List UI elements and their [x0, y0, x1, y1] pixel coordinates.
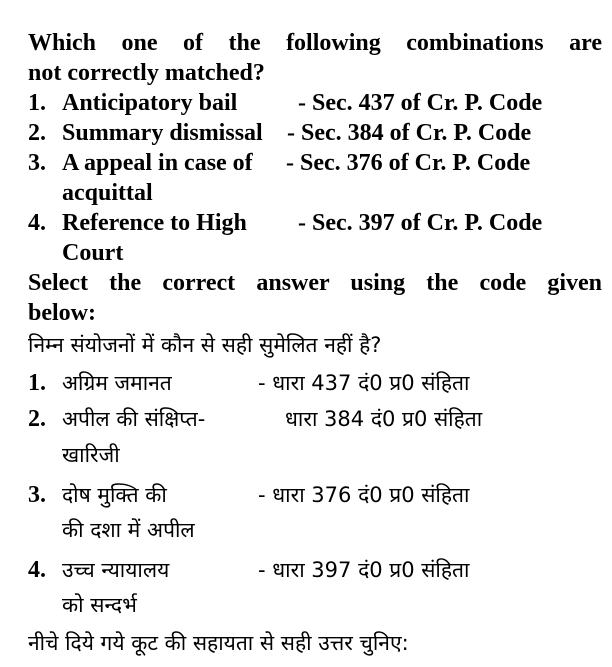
option-en-2-term: Summary dismissal: [62, 120, 263, 146]
option-en-1-number: 1.: [28, 90, 46, 116]
option-hi-2-section: धारा 384 दं0 प्र0 संहिता: [285, 407, 483, 431]
option-hi-4-section: - धारा 397 दं0 प्र0 संहिता: [258, 558, 470, 582]
select-instruction-hi: नीचे दिये गये कूट की सहायता से सही उत्तर चुनिए:: [28, 631, 409, 655]
option-en-4-term: Reference to High: [62, 210, 247, 236]
option-en-4-section: - Sec. 397 of Cr. P. Code: [298, 210, 543, 236]
option-en-1-section: - Sec. 437 of Cr. P. Code: [298, 90, 543, 116]
option-en-2-section: - Sec. 384 of Cr. P. Code: [287, 120, 532, 146]
option-en-3-term: A appeal in case of: [62, 150, 253, 176]
select-instruction-en-line2: below:: [28, 300, 96, 326]
option-hi-4-term: उच्च न्यायालय: [62, 558, 170, 582]
question-en-line1: Which one of the following combinations are: [28, 30, 602, 56]
option-hi-4-continuation: को सन्दर्भ: [62, 593, 137, 617]
question-hi: निम्न संयोजनों में कौन से सही सुमेलित नहीं है?: [28, 333, 382, 357]
option-hi-1-term: अग्रिम जमानत: [62, 371, 172, 395]
question-en-line2: not correctly matched?: [28, 60, 265, 86]
option-hi-2-term: अपील की संक्षिप्त-: [62, 407, 206, 431]
select-instruction-en-line1: Select the correct answer using the code given: [28, 270, 602, 296]
option-en-3-continuation: acquittal: [62, 180, 153, 206]
option-en-4-continuation: Court: [62, 240, 124, 266]
option-hi-1-section: - धारा 437 दं0 प्र0 संहिता: [258, 371, 470, 395]
option-en-1-term: Anticipatory bail: [62, 90, 238, 116]
option-hi-2-number: 2.: [28, 406, 46, 432]
option-hi-3-term: दोष मुक्ति की: [62, 483, 167, 507]
option-hi-3-section: - धारा 376 दं0 प्र0 संहिता: [258, 483, 470, 507]
option-en-4-number: 4.: [28, 210, 46, 236]
option-hi-1-number: 1.: [28, 370, 46, 396]
option-hi-4-number: 4.: [28, 557, 46, 583]
option-hi-2-continuation: खारिजी: [62, 443, 120, 467]
option-en-3-section: - Sec. 376 of Cr. P. Code: [286, 150, 531, 176]
option-en-2-number: 2.: [28, 120, 46, 146]
option-hi-3-continuation: की दशा में अपील: [62, 518, 195, 542]
option-en-3-number: 3.: [28, 150, 46, 176]
option-hi-3-number: 3.: [28, 482, 46, 508]
